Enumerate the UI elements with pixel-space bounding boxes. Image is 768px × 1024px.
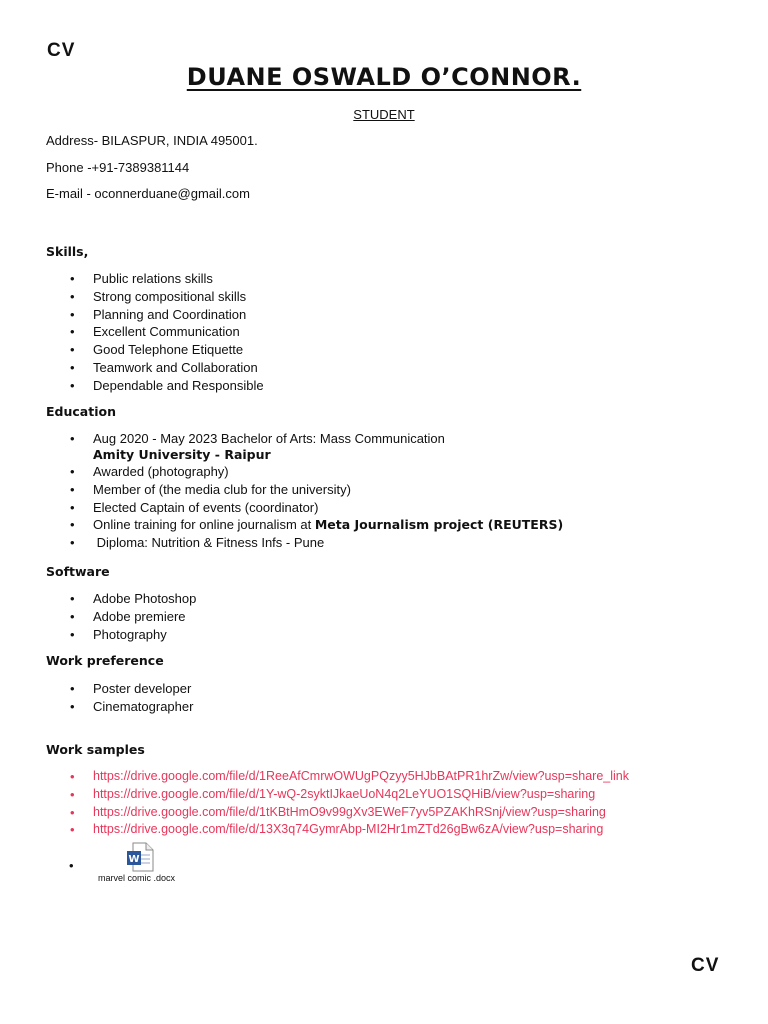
skill-item: • Public relations skills — [93, 270, 264, 288]
education-degree: • Aug 2020 - May 2023 Bachelor of Arts: Mass Communication — [93, 431, 563, 447]
software-item: • Photography — [93, 626, 196, 644]
skills-heading: Skills, — [46, 244, 89, 259]
software-item: • Adobe premiere — [93, 608, 196, 626]
word-document-icon — [126, 842, 154, 872]
cv-label-top: CV — [47, 40, 76, 61]
candidate-role: STUDENT — [353, 107, 415, 122]
software-list — [93, 590, 196, 643]
work-preference-item: • Poster developer — [93, 680, 193, 698]
work-sample-link[interactable]: • https://drive.google.com/file/d/1ReeAfCmrwOWUgPQzyy5HJbBAtPR1hrZw/view?usp=share_link — [93, 768, 629, 786]
candidate-name: DUANE OSWALD O’CONNOR. — [186, 63, 582, 91]
software-item: • Adobe Photoshop — [93, 590, 196, 608]
attachment-label: marvel comic .docx — [98, 873, 176, 883]
skill-item: • Excellent Communication — [93, 323, 264, 341]
skill-item: • Planning and Coordination — [93, 306, 264, 324]
cv-label-bottom: CV — [691, 955, 720, 976]
skill-item: • Dependable and Responsible — [93, 377, 264, 395]
education-list — [93, 431, 563, 552]
work-preference-heading: Work preference — [46, 653, 164, 668]
contact-phone: Phone -+91-7389381144 — [46, 160, 190, 175]
skill-item: • Good Telephone Etiquette — [93, 341, 264, 359]
contact-email: E-mail - oconnerduane@gmail.com — [46, 186, 250, 201]
skill-item: • Strong compositional skills — [93, 288, 264, 306]
work-sample-link[interactable]: • https://drive.google.com/file/d/1Y-wQ-2syktIJkaeUoN4q2LeYUO1SQHiB/view?usp=sharing — [93, 786, 629, 804]
education-heading: Education — [46, 404, 116, 419]
education-item: • Awarded (photography) — [93, 463, 563, 481]
work-sample-link[interactable]: • https://drive.google.com/file/d/13X3q74GymrAbp-MI2Hr1mZTd26gBw6zA/view?usp=sharing — [93, 821, 629, 839]
work-samples-heading: Work samples — [46, 742, 145, 757]
empty-bullet: • — [69, 858, 74, 873]
skills-list — [93, 270, 264, 395]
education-item: • Diploma: Nutrition & Fitness Infs - Pune — [93, 534, 563, 552]
skill-item: • Teamwork and Collaboration — [93, 359, 264, 377]
svg-text:W: W — [128, 854, 140, 865]
work-preference-item: • Cinematographer — [93, 698, 193, 716]
training-prefix: Online training for online journalism at — [93, 517, 315, 533]
training-bold: Meta Journalism project (REUTERS) — [314, 517, 564, 533]
software-heading: Software — [46, 564, 110, 579]
education-training — [93, 516, 563, 534]
contact-address: Address- BILASPUR, INDIA 495001. — [46, 133, 258, 148]
work-preference-list — [93, 680, 193, 716]
education-university: Amity University - Raipur — [93, 447, 271, 462]
work-samples-list — [93, 768, 629, 839]
education-item: • Member of (the media club for the university) — [93, 481, 563, 499]
work-sample-link[interactable]: • https://drive.google.com/file/d/1tKBtHmO9v99gXv3EWeF7yv5PZAKhRSnj/view?usp=sharing — [93, 804, 629, 822]
education-item: • Elected Captain of events (coordinator) — [93, 499, 563, 517]
